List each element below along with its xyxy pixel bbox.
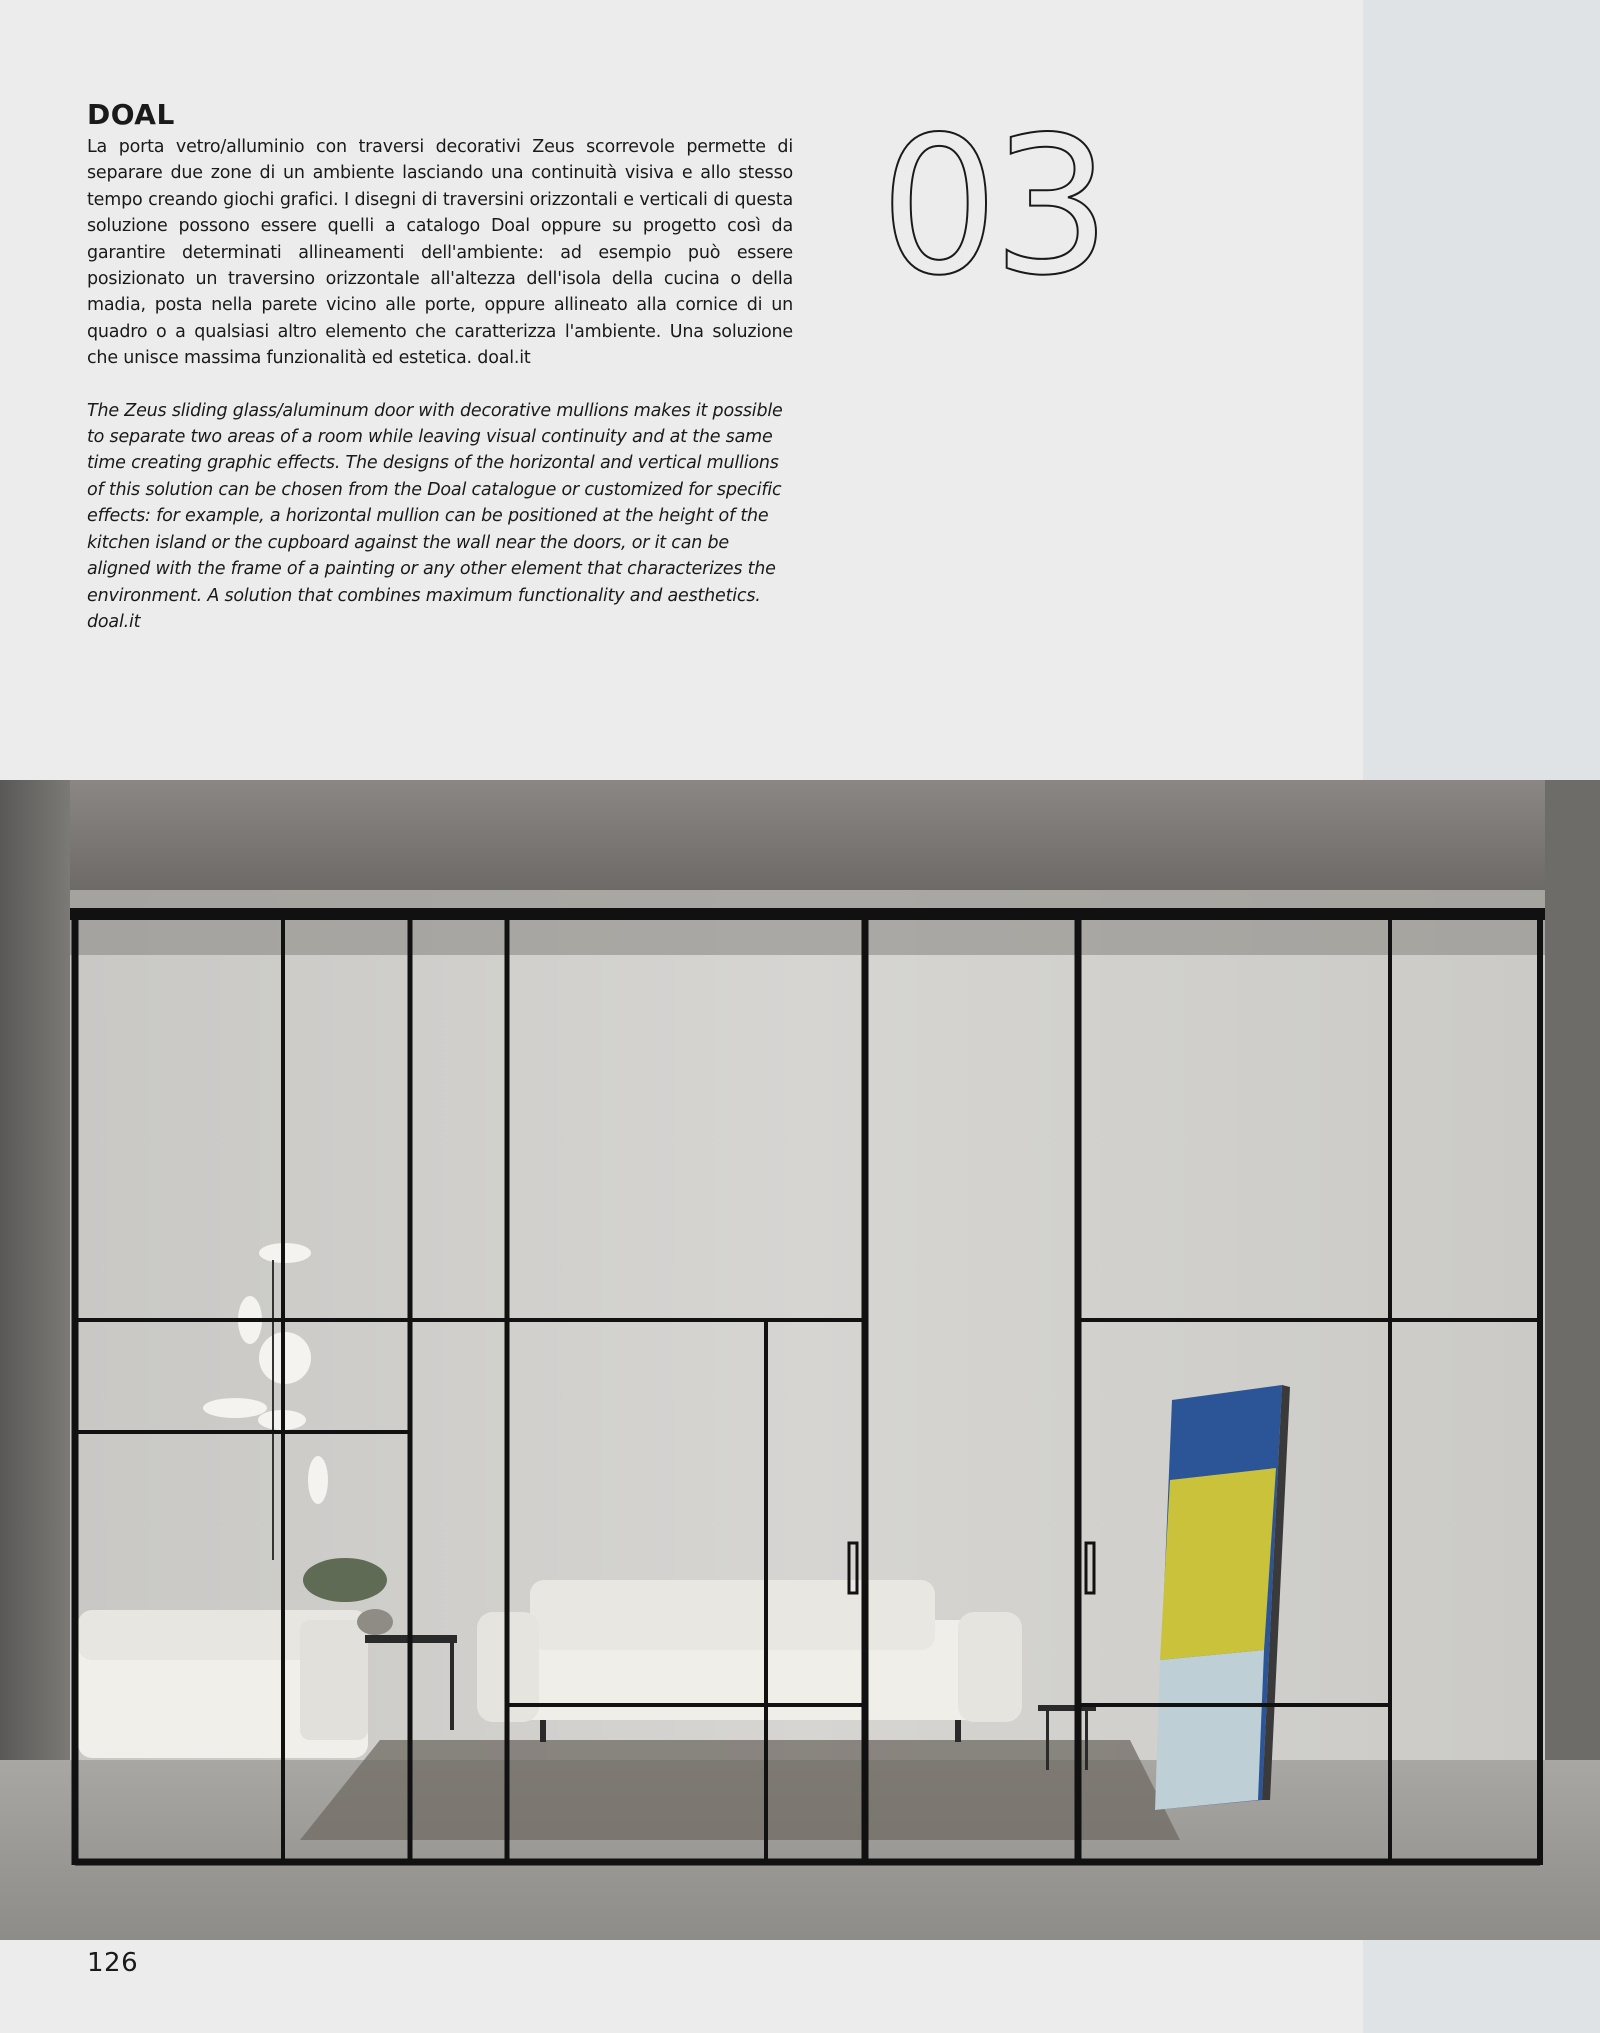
page-number: 126 [87,1948,139,1978]
inner-ceiling [70,890,1545,955]
painting [1155,1385,1290,1810]
svg-text:03: 03 [880,112,1105,302]
article-text [87,98,793,635]
body-italian: La porta vetro/alluminio con traversi decorativi Zeus scorrevole permette di separare due zone di un ambiente lasciando una continuità visiva e allo stesso tempo creando giochi grafici. I disegni di traversini orizzontali e verticali di questa soluzione possono essere quelli a catalogo Doal oppure su progetto così da garantire determinati allineamenti dell'ambiente: ad esempio può essere posizionato un traversino orizzontale all'altezza dell'isola della cucina o della madia, posta nella parete vicino alle porte, oppure allineato alla cornice di un quadro o a qualsiasi altro elemento che caratterizza l'ambiente. Una soluzione che unisce massima funzionalità ed estetica. doal.it [87,137,793,369]
plant [303,1558,387,1602]
armchair [78,1610,368,1758]
body-english: The Zeus sliding glass/aluminum door with decorative mullions makes it possible to separate two areas of a room while leaving visual continuity and at the same time creating graphic effects. The designs of the horizontal and vertical mullions of this solution can be chosen from the Doal catalogue or customized for specific effects: for example, a horizontal mullion can be positioned at the height of the kitchen island or the cupboard against the wall near the doors, or it can be aligned with the frame of a painting or any other element that characterizes the environment. A solution that combines maximum functionality and aesthetics. doal.it [87,400,783,632]
brand-title: DOAL [87,98,175,131]
ceiling [0,780,1600,890]
chapter-number [880,112,1120,302]
interior-photo [0,780,1600,1940]
